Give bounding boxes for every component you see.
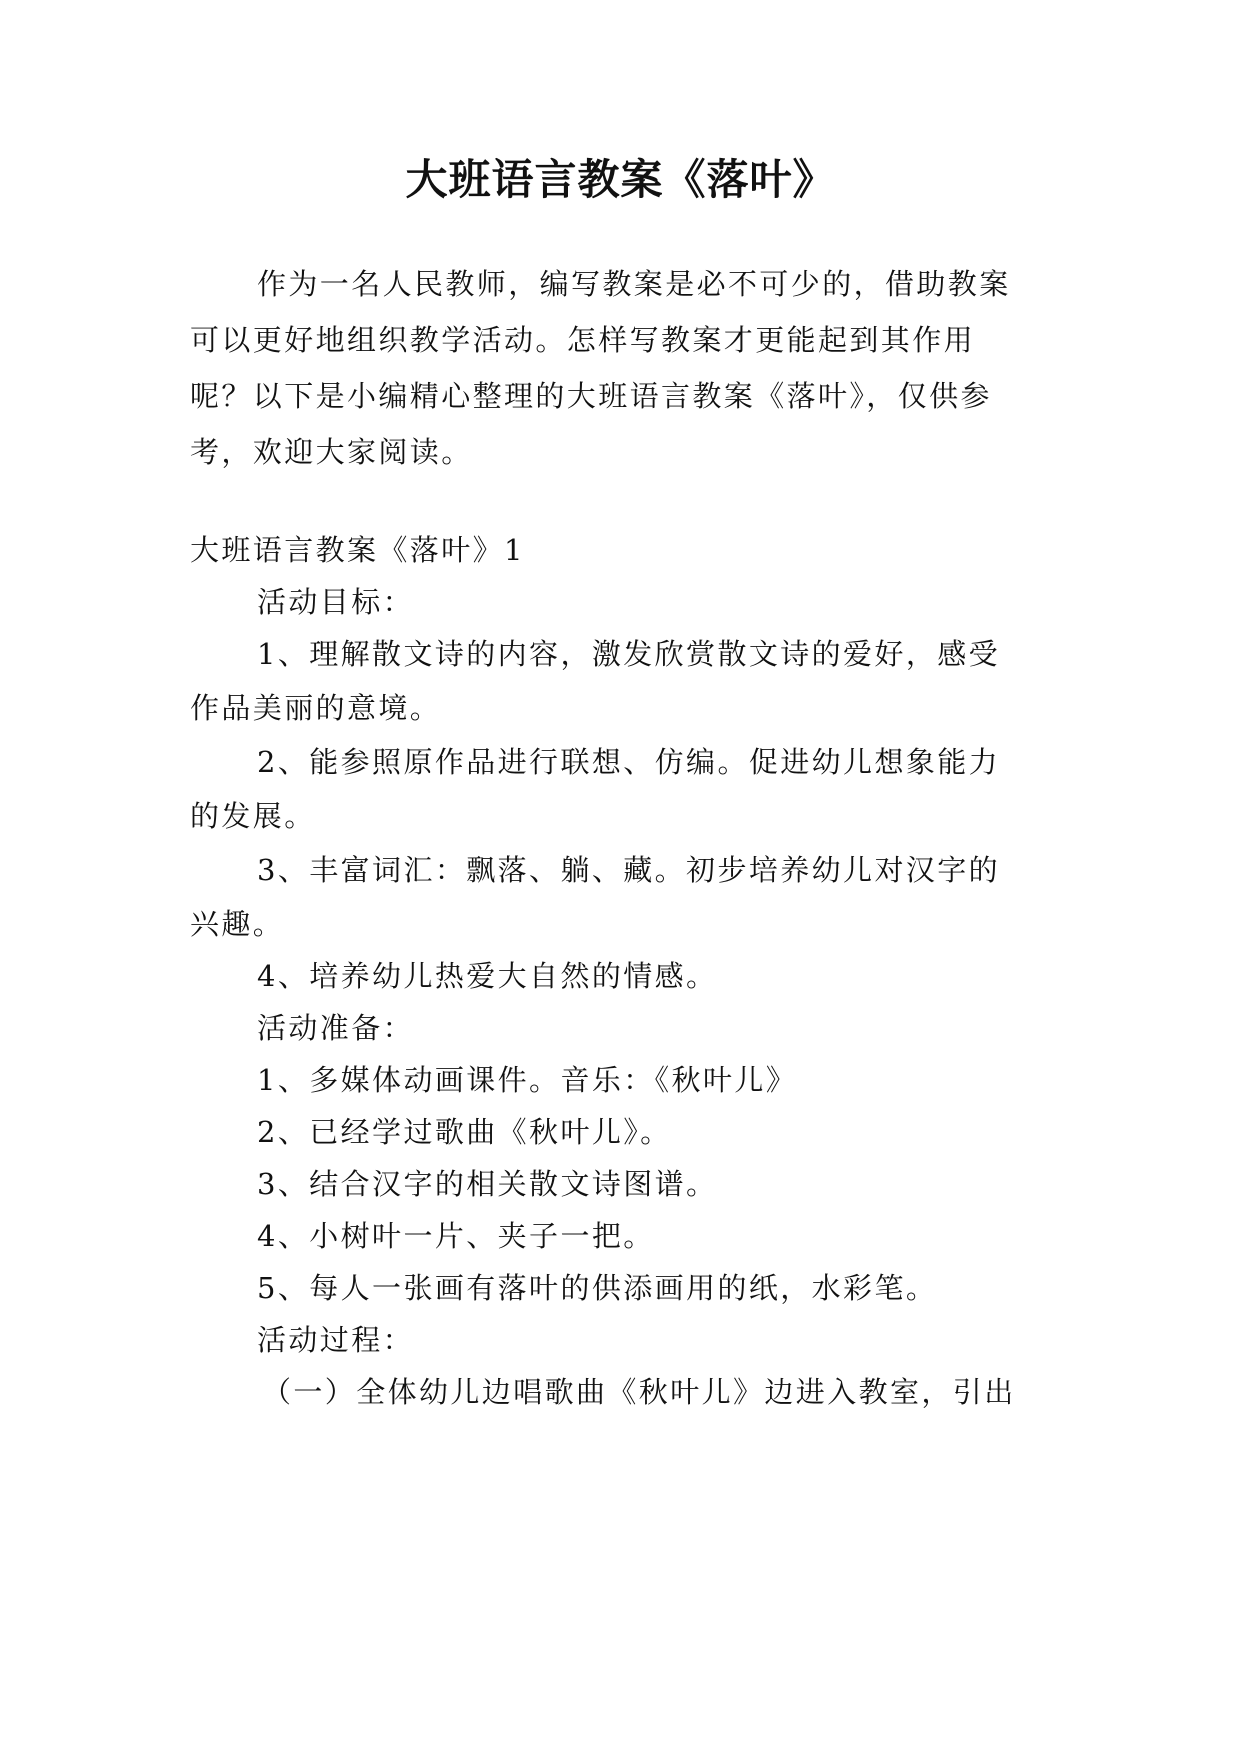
goal-line-7: 4、培养幼儿热爱大自然的情感。 [257,959,718,993]
prep-line-3: 3、结合汉字的相关散文诗图谱。 [257,1167,718,1201]
prep-line-5: 5、每人一张画有落叶的供添画用的纸，水彩笔。 [257,1271,938,1305]
section-heading: 大班语言教案《落叶》1 [190,533,525,567]
intro-line-2: 可以更好地组织教学活动。怎样写教案才更能起到其作用 [190,323,976,357]
prep-line-2: 2、已经学过歌曲《秋叶儿》。 [257,1115,672,1149]
goal-line-4: 的发展。 [190,799,316,833]
prep-label: 活动准备： [257,1011,415,1045]
goal-line-5: 3、丰富词汇：飘落、躺、藏。初步培养幼儿对汉字的 [257,853,1001,887]
intro-line-4: 考，欢迎大家阅读。 [190,435,473,469]
goal-line-1: 1、理解散文诗的内容，激发欣赏散文诗的爱好，感受 [257,637,1001,671]
prep-line-1: 1、多媒体动画课件。音乐：《秋叶儿》 [257,1063,798,1097]
intro-line-3: 呢？以下是小编精心整理的大班语言教案《落叶》，仅供参 [190,379,992,413]
process-label: 活动过程： [257,1323,415,1357]
document-title: 大班语言教案《落叶》 [405,155,836,204]
intro-line-1: 作为一名人民教师，编写教案是必不可少的，借助教案 [257,267,1011,301]
goals-label: 活动目标： [257,585,415,619]
goal-line-2: 作品美丽的意境。 [190,691,442,725]
goal-line-6: 兴趣。 [190,907,285,941]
goal-line-3: 2、能参照原作品进行联想、仿编。促进幼儿想象能力 [257,745,1001,779]
process-line-1: （一）全体幼儿边唱歌曲《秋叶儿》边进入教室，引出 [262,1375,1016,1409]
prep-line-4: 4、小树叶一片、夹子一把。 [257,1219,655,1253]
